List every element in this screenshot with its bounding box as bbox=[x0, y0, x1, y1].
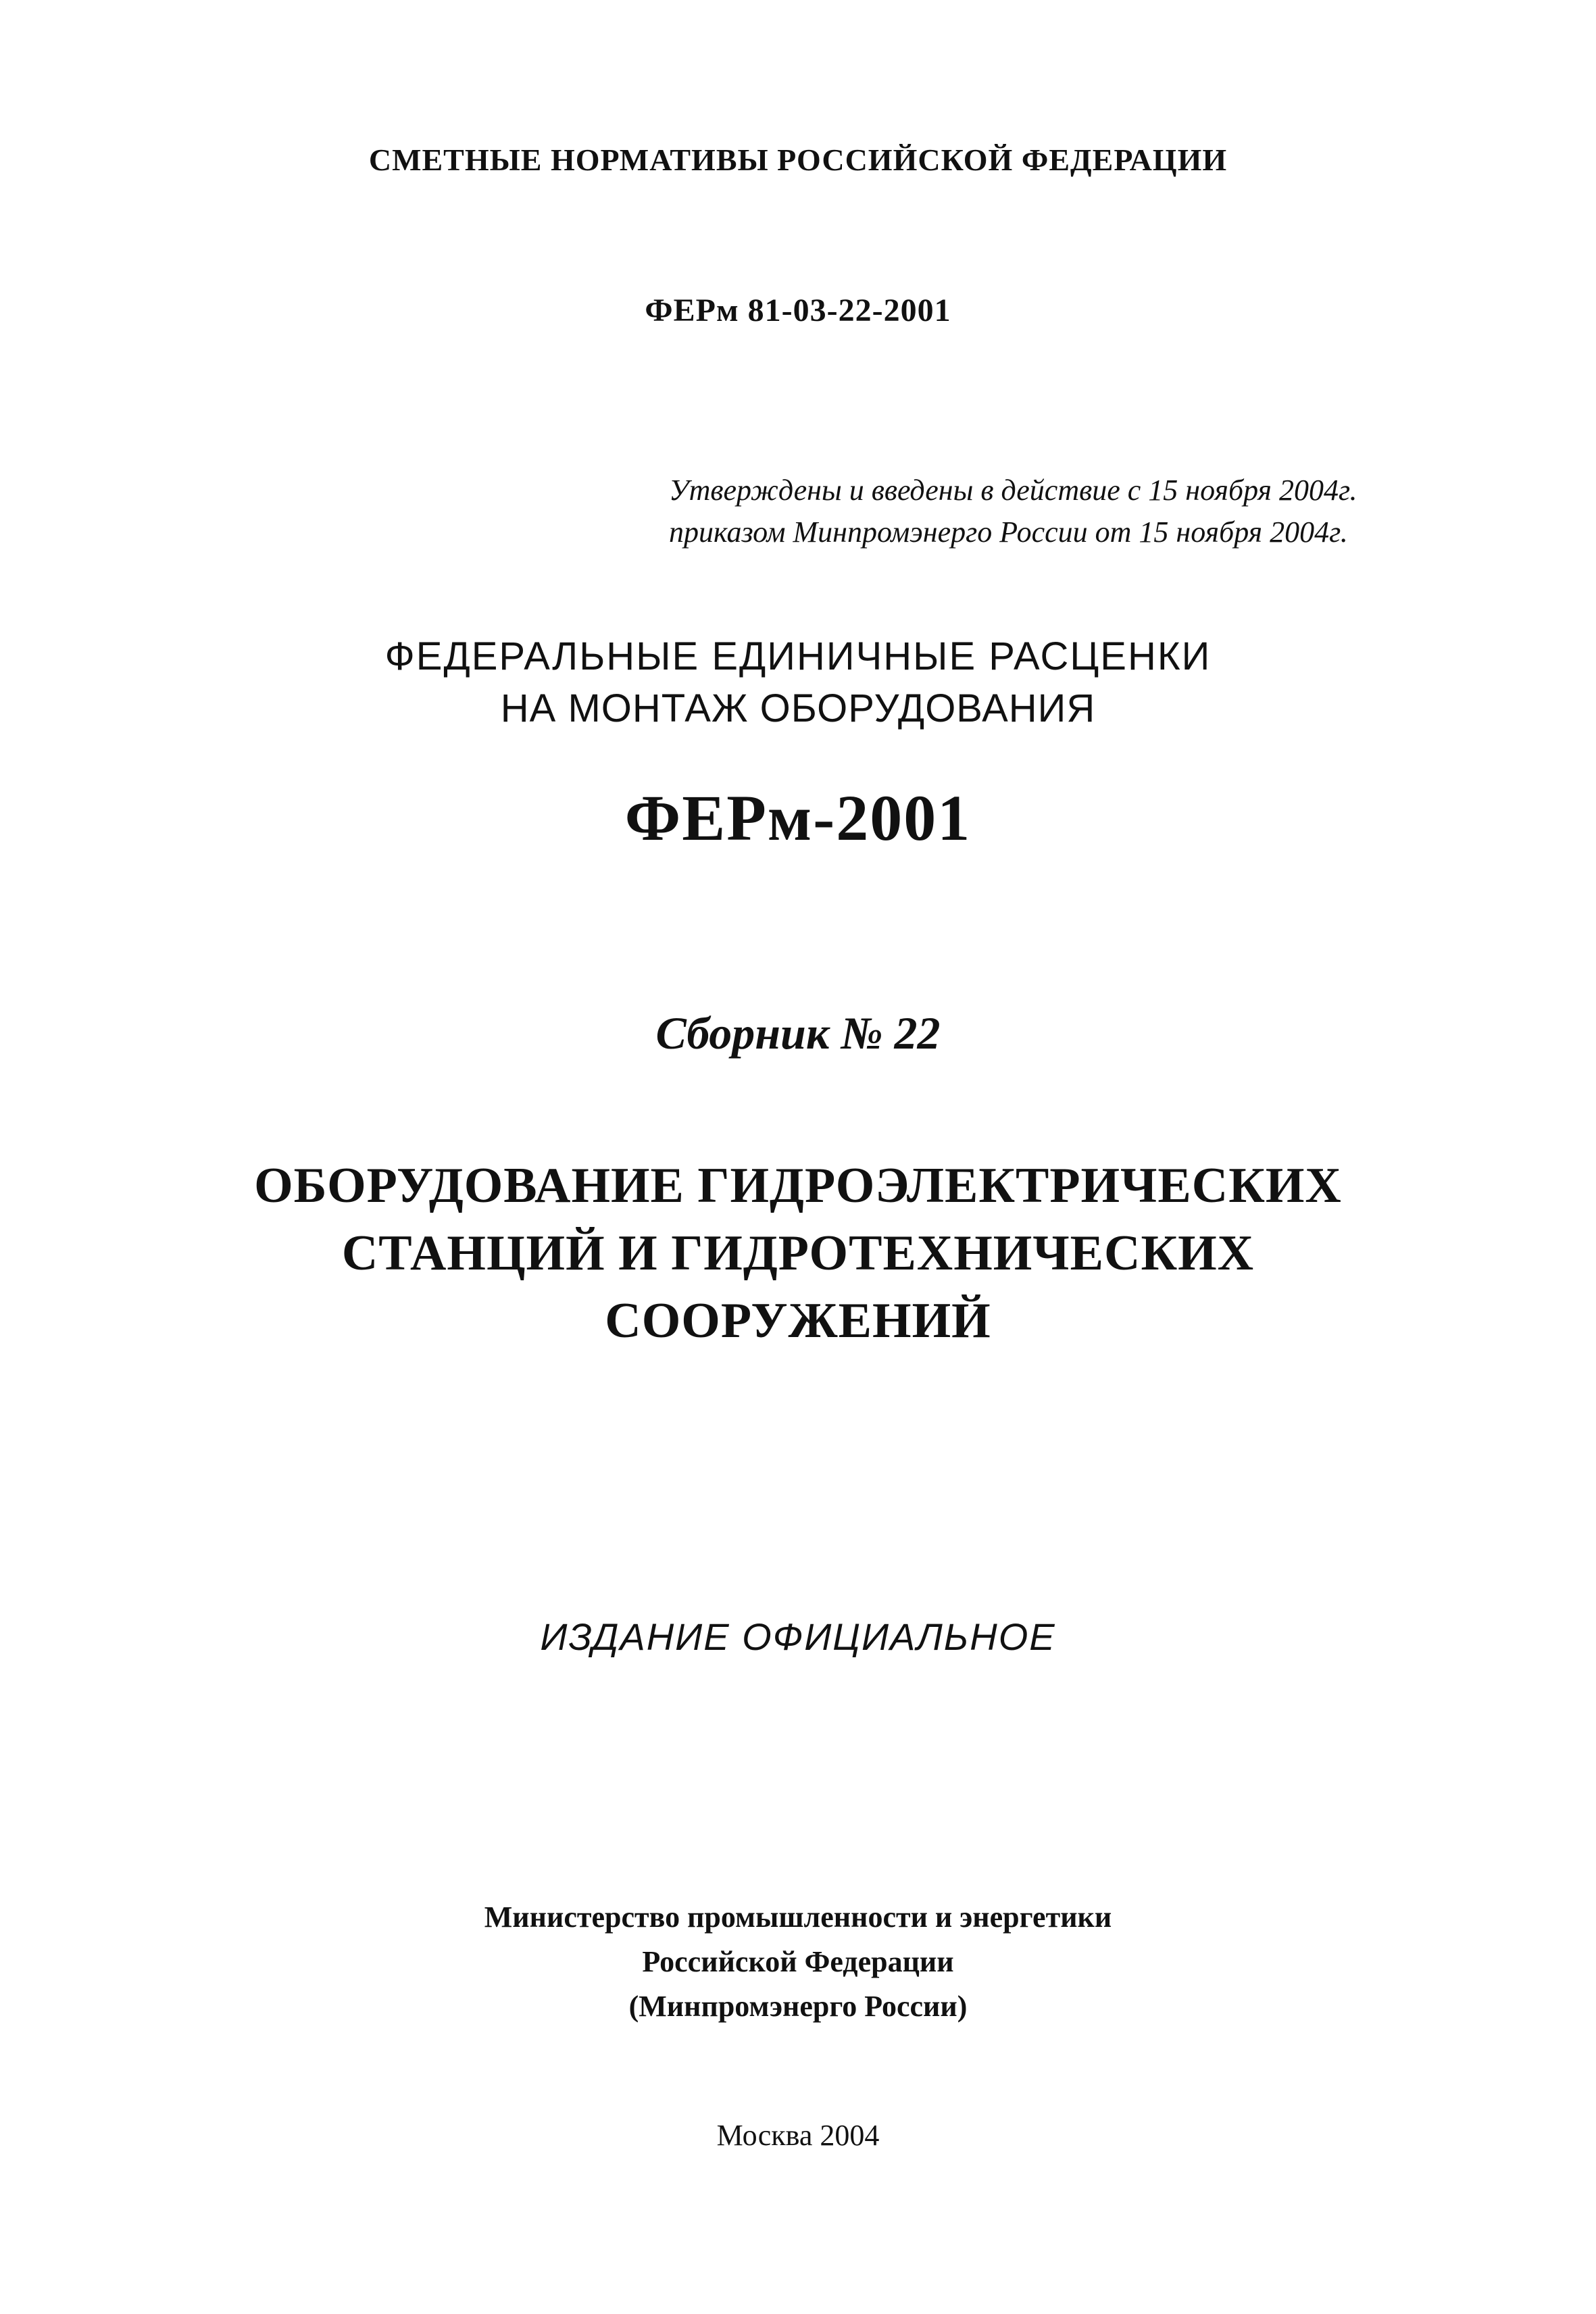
imprint-city-year: Москва 2004 bbox=[716, 2119, 880, 2152]
approval-note bbox=[669, 470, 1460, 553]
approval-line-1: Утверждены и введены в действие с 15 ноября 2004г. bbox=[669, 474, 1357, 507]
approval-line-2: приказом Минпромэнерго России от 15 ноября 2004г. bbox=[669, 515, 1348, 549]
subject-title bbox=[0, 1152, 1596, 1355]
short-title: ФЕРм-2001 bbox=[624, 782, 972, 854]
title-line-2: НА МОНТАЖ ОБОРУДОВАНИЯ bbox=[500, 686, 1096, 730]
document-code: ФЕРм 81-03-22-2001 bbox=[645, 293, 951, 328]
publisher-line-2: Российской Федерации bbox=[642, 1945, 954, 1978]
publisher-line-1: Министерство промышленности и энергетики bbox=[484, 1901, 1112, 1934]
publisher-block bbox=[0, 1895, 1596, 2029]
subject-line-2: СТАНЦИЙ И ГИДРОТЕХНИЧЕСКИХ bbox=[341, 1226, 1255, 1281]
collection-number: Сборник № 22 bbox=[655, 1007, 941, 1059]
publisher-line-3: (Минпромэнерго России) bbox=[628, 1990, 968, 2023]
subject-line-1: ОБОРУДОВАНИЕ ГИДРОЭЛЕКТРИЧЕСКИХ bbox=[254, 1158, 1342, 1213]
subject-line-3: СООРУЖЕНИЙ bbox=[605, 1293, 991, 1349]
series-heading: СМЕТНЫЕ НОРМАТИВЫ РОССИЙСКОЙ ФЕДЕРАЦИИ bbox=[368, 143, 1228, 177]
title-line-1: ФЕДЕРАЛЬНЫЕ ЕДИНИЧНЫЕ РАСЦЕНКИ bbox=[384, 634, 1212, 678]
edition-label: ИЗДАНИЕ ОФИЦИАЛЬНОЕ bbox=[540, 1615, 1056, 1658]
